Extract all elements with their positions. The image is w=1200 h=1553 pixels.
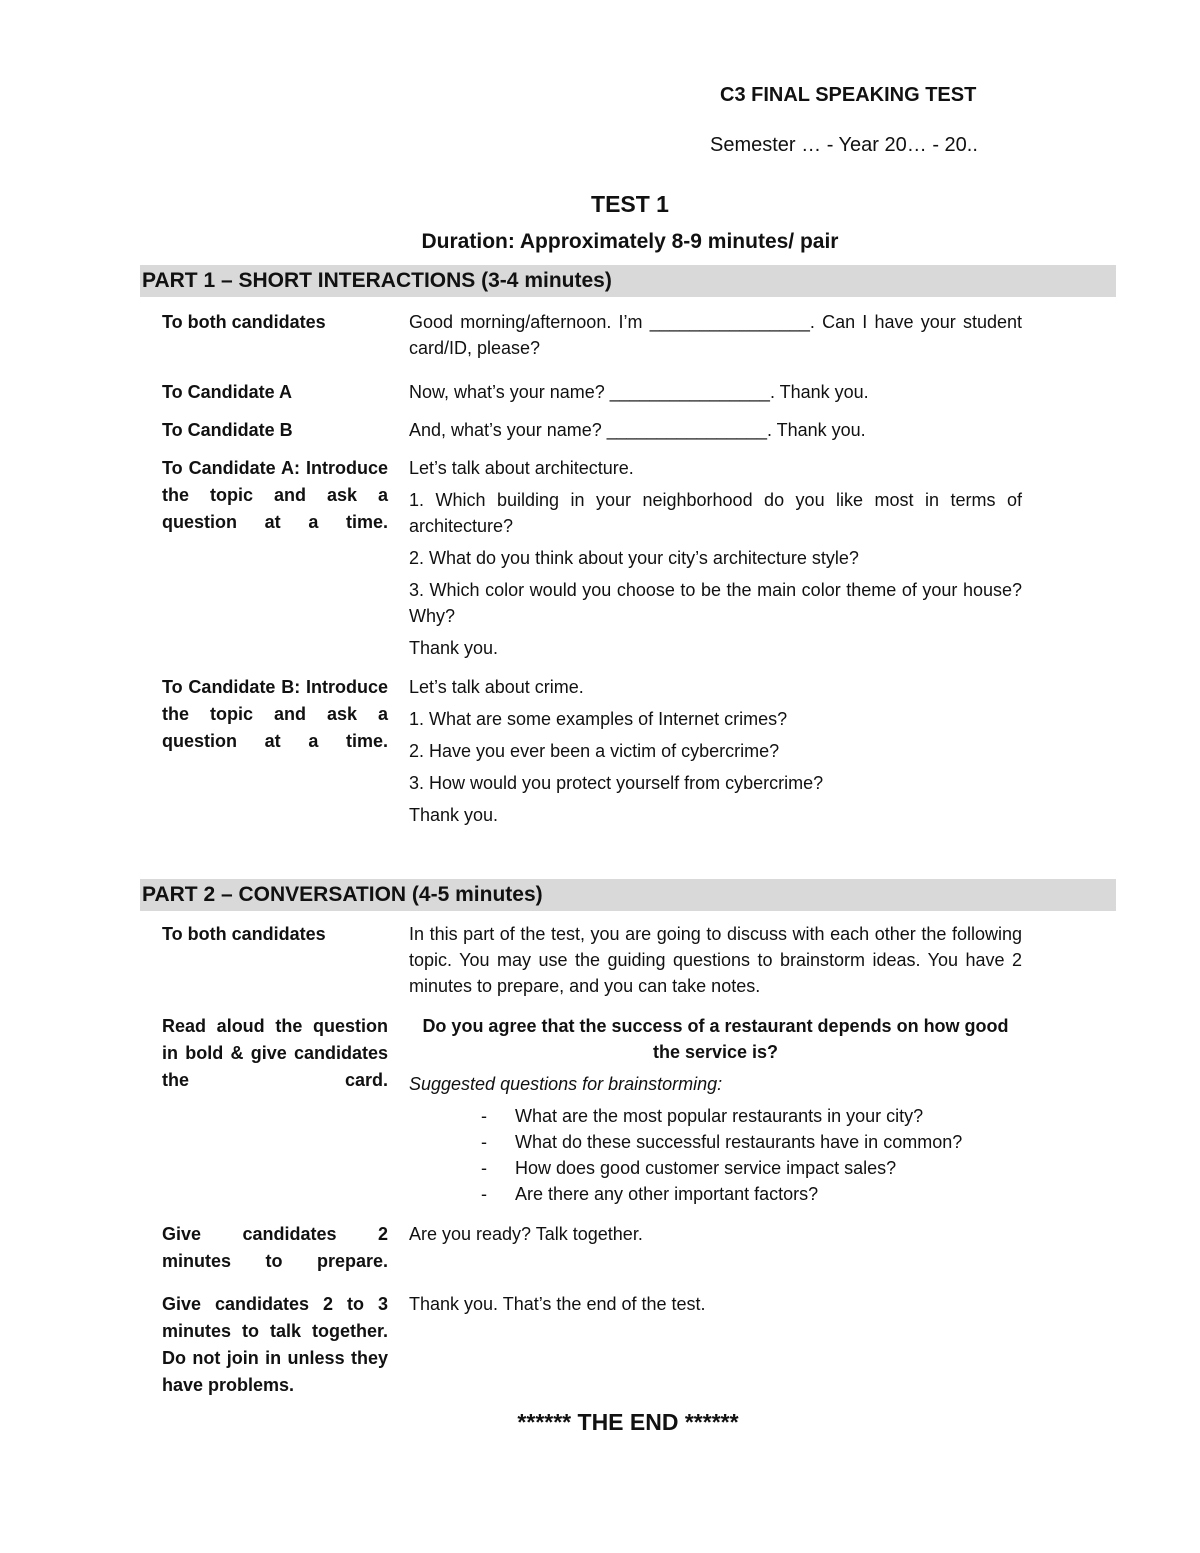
list-item (409, 1103, 1022, 1129)
part1-heading: PART 1 – SHORT INTERACTIONS (3-4 minutes) (140, 265, 1116, 297)
question-item: 1. What are some examples of Internet crimes? (409, 709, 788, 729)
row-text (409, 379, 1022, 411)
question-item: 1. Which building in your neighborhood do you like most in terms of architecture? (409, 490, 1022, 536)
list-item (409, 1129, 1022, 1155)
row-text-line: Now, what’s your name? ________________. Thank you. (409, 382, 869, 402)
suggested-heading: Suggested questions for brainstorming: (409, 1074, 723, 1094)
row-label: To Candidate A: Introduce the topic and ask a question at a time. (162, 458, 388, 532)
topic-intro: Let’s talk about crime. (409, 677, 584, 697)
question-item: 3. How would you protect yourself from cybercrime? (409, 773, 824, 793)
question-item: 3. Which color would you choose to be the main color theme of your house? Why? (409, 580, 1022, 626)
row-label: To Candidate A (162, 382, 292, 402)
list-item (409, 1155, 1022, 1181)
topic-intro: Let’s talk about architecture. (409, 458, 634, 478)
list-item (409, 1181, 1022, 1207)
row-label: To Candidate B (162, 420, 293, 440)
list-item-text: What do these successful restaurants have in common? (515, 1132, 963, 1152)
row-text (409, 1291, 1022, 1323)
dash-bullet: - (481, 1106, 487, 1126)
semester-line: Semester … - Year 20… - 20.. (710, 134, 978, 156)
dash-bullet: - (481, 1158, 487, 1178)
row-text-line: Are you ready? Talk together. (409, 1224, 643, 1244)
closing-line: Thank you. (409, 638, 499, 658)
row-label: To Candidate B: Introduce the topic and ask a question at a time. (162, 677, 388, 751)
test-header-title: C3 FINAL SPEAKING TEST (720, 84, 977, 106)
list-item-text: What are the most popular restaurants in your city? (515, 1106, 924, 1126)
discussion-question: Do you agree that the success of a restaurant depends on how good the service is? (422, 1016, 1009, 1062)
dash-bullet: - (481, 1184, 487, 1204)
row-text-line: And, what’s your name? ________________. Thank you. (409, 420, 866, 440)
the-end-footer: ****** THE END ****** (517, 1409, 739, 1435)
test-number-title: TEST 1 (591, 191, 669, 217)
row-text-line: In this part of the test, you are going to discuss with each other the following topic. You may use the guiding questions to brainstorm ideas. You have 2 minutes to prepare, and you can take notes. (409, 924, 1022, 996)
row-text (409, 455, 1022, 667)
row-text (409, 1221, 1022, 1253)
question-item: 2. Have you ever been a victim of cybercrime? (409, 741, 780, 761)
row-label: To both candidates (162, 312, 326, 332)
row-label: To both candidates (162, 924, 326, 944)
closing-line: Thank you. (409, 805, 499, 825)
row-text-line: Good morning/afternoon. I’m ________________. Can I have your student card/ID, please? (409, 312, 1022, 358)
list-item-text: Are there any other important factors? (515, 1184, 819, 1204)
row-text (409, 674, 1022, 834)
row-label: Give candidates 2 to 3 minutes to talk together. Do not join in unless they have problems. (162, 1294, 388, 1395)
row-text (409, 309, 1022, 367)
part2-heading: PART 2 – CONVERSATION (4-5 minutes) (140, 879, 1116, 911)
row-text (409, 417, 1022, 449)
question-item: 2. What do you think about your city’s architecture style? (409, 548, 859, 568)
duration-line: Duration: Approximately 8-9 minutes/ pair (421, 230, 839, 253)
brainstorm-list (409, 1103, 1022, 1207)
row-text-line: Thank you. That’s the end of the test. (409, 1294, 706, 1314)
row-text (409, 1013, 1022, 1207)
list-item-text: How does good customer service impact sales? (515, 1158, 897, 1178)
row-label: Read aloud the question in bold & give candidates the card. (162, 1016, 388, 1090)
row-label: Give candidates 2 minutes to prepare. (162, 1224, 388, 1271)
dash-bullet: - (481, 1132, 487, 1152)
row-text (409, 921, 1022, 1005)
